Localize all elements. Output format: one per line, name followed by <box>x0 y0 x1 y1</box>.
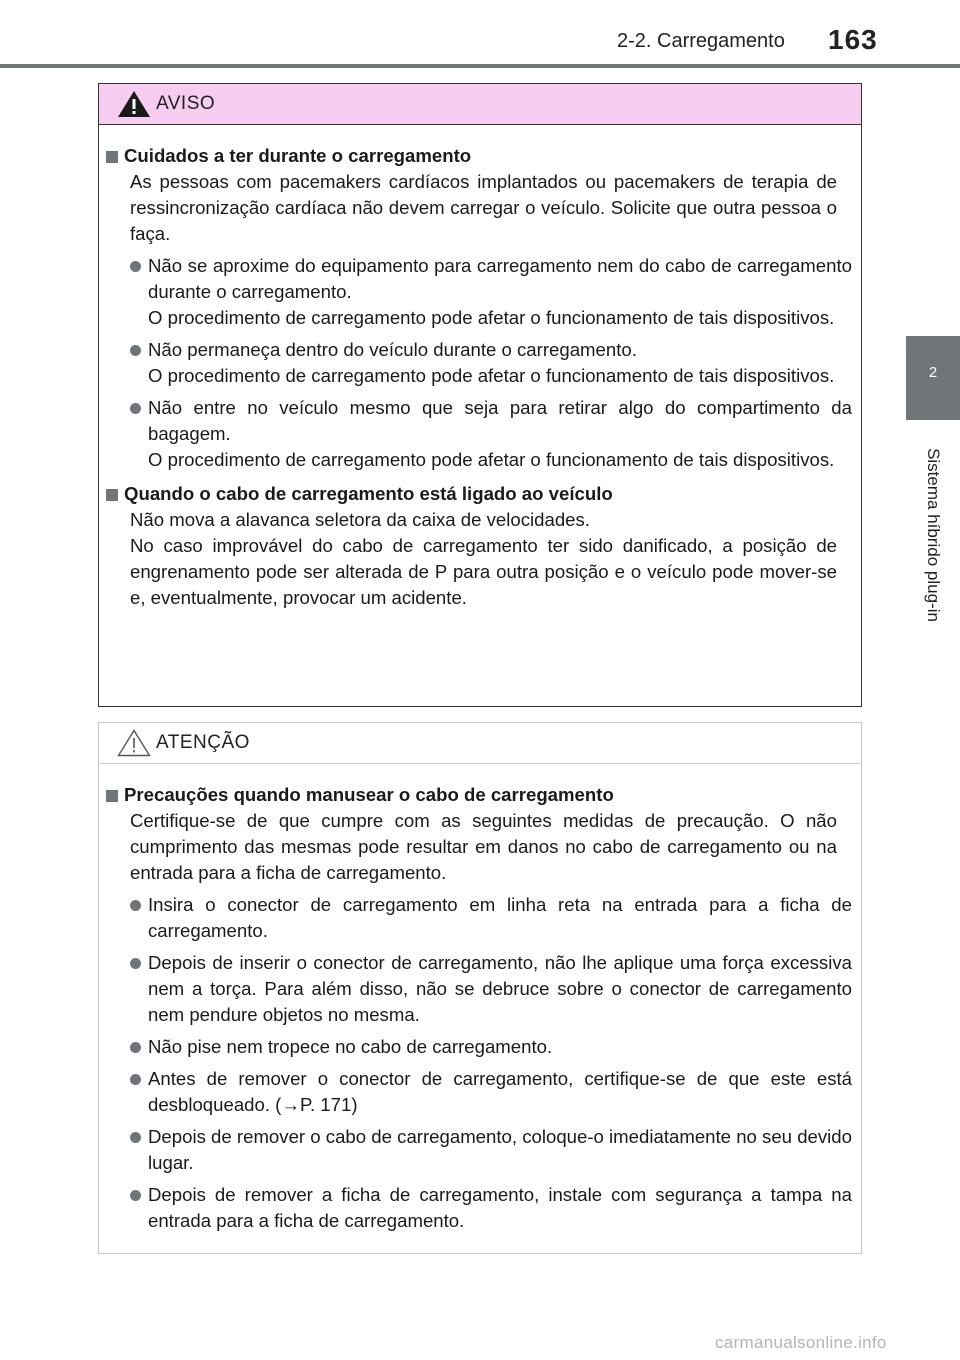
list-item <box>130 253 852 331</box>
list-item-text: Não se aproxime do equipamento para carregamento nem do cabo de carregamento durante o carregamento. <box>148 255 852 302</box>
round-bullet-icon <box>130 1132 141 1143</box>
caution-box <box>98 722 862 1254</box>
caution-title: ATENÇÃO <box>156 732 250 753</box>
round-bullet-icon <box>130 261 141 272</box>
list-item <box>130 950 852 1028</box>
list-item-text: O procedimento de carregamento pode afetar o funcionamento de tais dispositivos. <box>148 365 835 386</box>
list-item <box>130 337 852 389</box>
list-item <box>130 1034 852 1060</box>
round-bullet-icon <box>130 1042 141 1053</box>
list-item <box>130 1124 852 1176</box>
warning-title: AVISO <box>156 93 216 114</box>
section-title: 2-2. Carregamento <box>617 30 785 52</box>
list-item-text: O procedimento de carregamento pode afetar o funcionamento de tais dispositivos. <box>148 449 835 470</box>
list-item-text: O procedimento de carregamento pode afetar o funcionamento de tais dispositivos. <box>148 307 835 328</box>
square-bullet-icon <box>106 489 118 501</box>
page-header <box>0 0 960 70</box>
round-bullet-icon <box>130 345 141 356</box>
header-divider <box>0 64 960 68</box>
section-heading <box>106 782 852 808</box>
square-bullet-icon <box>106 151 118 163</box>
heading-text: Precauções quando manusear o cabo de carregamento <box>124 784 614 805</box>
warning-box-header <box>99 84 861 125</box>
paragraph: As pessoas com pacemakers cardíacos implantados ou pacemakers de terapia de ressincronização cardíaca não devem carregar o veículo. Solicite que outra pessoa o faça. <box>130 171 837 244</box>
list-item <box>130 1182 852 1234</box>
list-item-text: Depois de remover a ficha de carregamento, instale com segurança a tampa na entrada para a ficha de carregamento. <box>148 1184 852 1231</box>
list-item-text: Depois de inserir o conector de carregamento, não lhe aplique uma força excessiva nem a torça. Para além disso, não se debruce sobre o conector de carregamento nem pendure objetos no mesma. <box>148 952 852 1025</box>
caution-box-header <box>99 723 861 764</box>
square-bullet-icon <box>106 790 118 802</box>
round-bullet-icon <box>130 958 141 969</box>
list-item <box>130 395 852 473</box>
warning-content <box>99 125 861 611</box>
round-bullet-icon <box>130 1074 141 1085</box>
warning-triangle-icon <box>116 89 152 119</box>
chapter-label: Sistema híbrido plug-in <box>924 448 943 622</box>
chapter-tab <box>906 336 960 420</box>
chapter-number: 2 <box>928 364 938 381</box>
list-item-text: Insira o conector de carregamento em linha reta na entrada para a ficha de carregamento. <box>148 894 852 941</box>
list-item-text: Não pise nem tropece no cabo de carregamento. <box>148 1036 553 1057</box>
paragraph: Não mova a alavanca seletora da caixa de velocidades. <box>130 509 590 530</box>
list-item-text: Não entre no veículo mesmo que seja para retirar algo do compartimento da bagagem. <box>148 397 852 444</box>
round-bullet-icon <box>130 900 141 911</box>
paragraph: No caso improvável do cabo de carregamento ter sido danificado, a posição de engrenamento pode ser alterada de P para outra posição e o veículo pode mover-se e, eventualmente, provocar um acidente. <box>130 535 837 608</box>
section-heading <box>106 481 852 507</box>
list-item <box>130 1066 852 1118</box>
list-item <box>130 892 852 944</box>
caution-triangle-icon <box>116 728 152 758</box>
heading-text: Cuidados a ter durante o carregamento <box>124 145 472 166</box>
round-bullet-icon <box>130 1190 141 1201</box>
warning-box <box>98 83 862 707</box>
caution-content <box>99 764 861 1234</box>
watermark: carmanualsonline.info <box>715 1333 887 1352</box>
page-number: 163 <box>828 24 878 55</box>
list-item-text: Antes de remover o conector de carregamento, certifique-se de que este está desbloqueado. (→P. 171) <box>148 1068 852 1115</box>
paragraph: Certifique-se de que cumpre com as seguintes medidas de precaução. O não cumprimento das mesmas pode resultar em danos no cabo de carregamento ou na entrada para a ficha de carregamento. <box>130 810 837 883</box>
heading-text: Quando o cabo de carregamento está ligado ao veículo <box>124 483 613 504</box>
round-bullet-icon <box>130 403 141 414</box>
list-item-text: Depois de remover o cabo de carregamento, coloque-o imediatamente no seu devido lugar. <box>148 1126 852 1173</box>
list-item-text: Não permaneça dentro do veículo durante o carregamento. <box>148 339 637 360</box>
section-heading <box>106 143 852 169</box>
